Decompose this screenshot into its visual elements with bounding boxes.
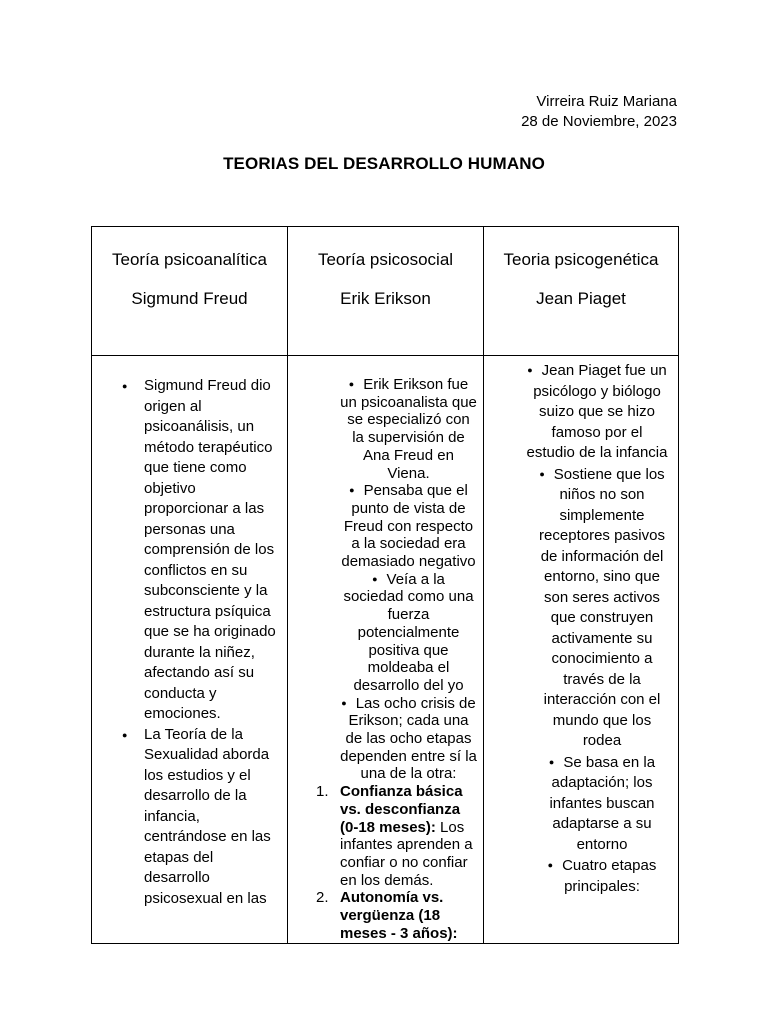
list-item: ● Sigmund Freud dio origen al psicoanálisis, un método terapéutico que tiene como objetivo proporcionar a las personas una comprensión de los conflictos en su subconsciente y la estructura psíquica que se ha originado durante la niñez, afectando así su conducta y emociones. <box>144 376 279 725</box>
document-header <box>521 92 677 132</box>
list-item <box>340 482 477 571</box>
erikson-cell <box>288 356 484 944</box>
table-header-cell <box>484 227 679 356</box>
theory-author: Sigmund Freud <box>131 289 248 308</box>
table-header-row <box>92 227 679 356</box>
document-date: 28 de Noviembre, 2023 <box>521 113 677 130</box>
bullet-icon: ● <box>348 379 355 389</box>
theory-name: Teoría psicoanalítica <box>112 250 267 269</box>
list-item <box>340 376 477 482</box>
bullet-icon: ● <box>547 860 554 870</box>
list-item-text: Las ocho crisis de Erikson; cada una de las ocho etapas dependen entre sí la una de la otra: <box>340 694 477 783</box>
theory-author: Erik Erikson <box>340 289 431 308</box>
theory-name: Teoria psicogenética <box>503 250 659 269</box>
list-item-text: Sostiene que los niños no son simplemente receptores pasivos de información del entorno, sino que son seres activos que construyen activamente su conocimiento a través de la interacción con el mundo que los rodea <box>539 465 665 749</box>
stage-number: 2. <box>316 889 329 907</box>
list-item <box>526 360 668 464</box>
piaget-cell <box>484 356 679 944</box>
bullet-icon: ● <box>372 573 378 584</box>
list-item-text: Cuatro etapas principales: <box>562 857 657 895</box>
document-title: TEORIAS DEL DESARROLLO HUMANO <box>223 154 545 173</box>
bullet-icon: ● <box>349 485 355 496</box>
bullet-icon: ● <box>527 365 533 375</box>
list-item <box>536 855 668 897</box>
stage-title: Confianza básica vs. desconfianza (0-18 meses): <box>340 783 463 836</box>
stage-description: Los infantes aprenden a confiar o no confiar en los demás. <box>340 818 473 889</box>
stage-item <box>316 783 477 889</box>
table-header-cell <box>92 227 288 356</box>
theory-name: Teoría psicosocial <box>317 250 454 269</box>
erikson-bullet-list <box>288 376 483 783</box>
table-body-row <box>92 356 679 944</box>
list-item-text: Se basa en la adaptación; los infantes buscan adaptarse a su entorno <box>549 753 656 853</box>
theories-table <box>91 226 679 944</box>
list-item-text: Veía a la sociedad como una fuerza potencialmente positiva que moldeaba el desarrollo del yo <box>343 570 474 694</box>
freud-bullet-list <box>92 376 287 909</box>
theory-author: Jean Piaget <box>536 289 626 308</box>
list-item <box>536 464 668 752</box>
erikson-stages-list <box>288 783 483 942</box>
list-item-text: Erik Erikson fue un psicoanalista que se especializó con la supervisión de Ana Freud en Viena. <box>340 376 477 482</box>
piaget-bullet-list <box>484 360 678 897</box>
list-item-text: Pensaba que el punto de vista de Freud con respecto a la sociedad era demasiado negativo <box>341 482 476 571</box>
list-item <box>340 695 477 784</box>
bullet-icon: ● <box>548 756 555 767</box>
stage-item <box>316 889 477 942</box>
bullet-icon: ● <box>341 697 347 708</box>
bullet-icon: ● <box>539 468 545 479</box>
list-item <box>340 571 477 695</box>
table-header-cell <box>288 227 484 356</box>
list-item <box>536 752 668 856</box>
stage-number: 1. <box>316 783 329 801</box>
list-item-text: Jean Piaget fue un psicólogo y biólogo suizo que se hizo famoso por el estudio de la infancia <box>526 362 668 461</box>
stage-title: Autonomía vs. vergüenza (18 meses - 3 años): <box>340 889 458 942</box>
author-name: Virreira Ruiz Mariana <box>536 93 677 110</box>
list-item: ● La Teoría de la Sexualidad aborda los estudios y el desarrollo de la infancia, centrándose en las etapas del desarrollo psicosexual en las <box>144 725 279 910</box>
freud-cell <box>92 356 288 944</box>
